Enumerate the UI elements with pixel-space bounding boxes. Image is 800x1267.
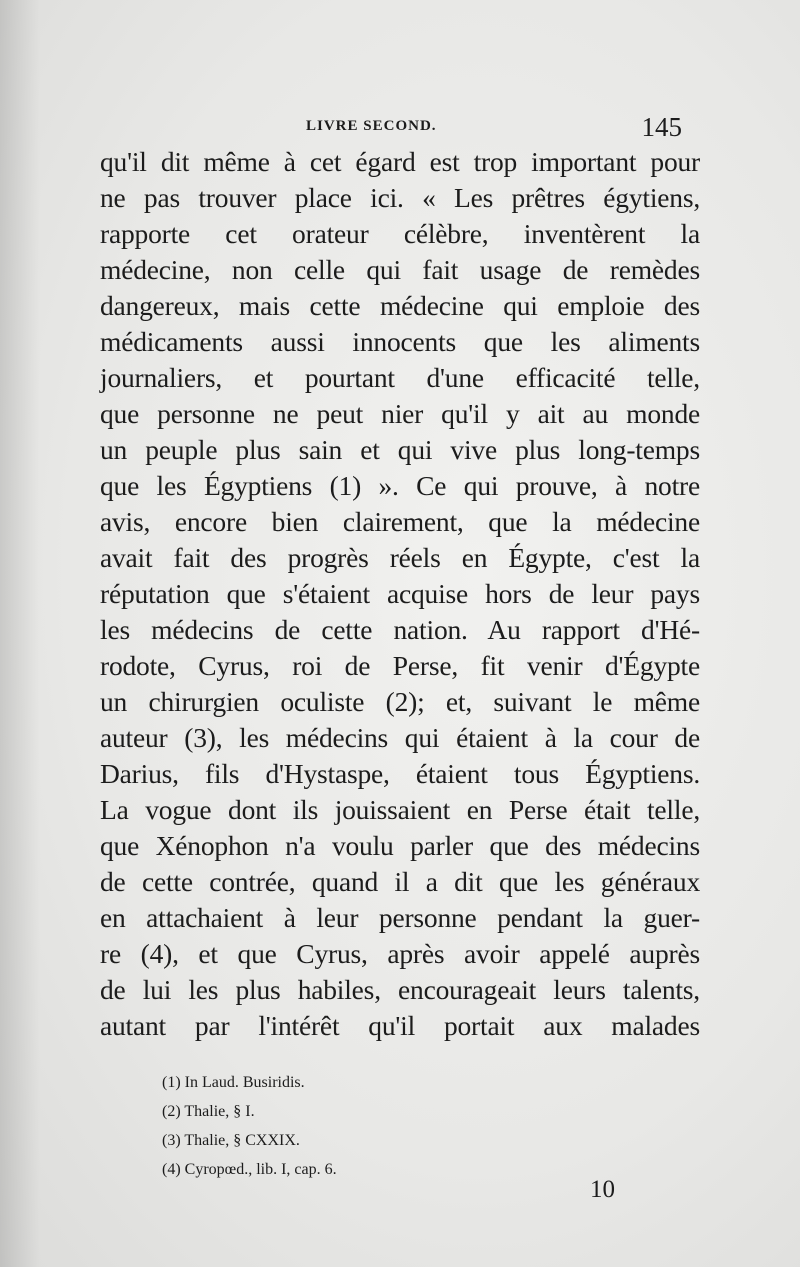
signature-mark: 10	[590, 1176, 615, 1203]
text-line: Darius, fils d'Hystaspe, étaient tous Égyptiens.	[100, 758, 700, 789]
text-line: rodote, Cyrus, roi de Perse, fit venir d'Égypte	[100, 650, 700, 681]
page-header	[100, 112, 684, 142]
text-line: avait fait des progrès réels en Égypte, c'est la	[100, 542, 700, 573]
text-line: que les Égyptiens (1) ». Ce qui prouve, à notre	[100, 470, 700, 501]
text-line: un chirurgien oculiste (2); et, suivant le même	[100, 686, 700, 717]
footnote: (1) In Laud. Busiridis.	[162, 1074, 305, 1091]
text-line: ne pas trouver place ici. « Les prêtres égytiens,	[100, 182, 700, 213]
text-line: avis, encore bien clairement, que la médecine	[100, 506, 700, 537]
text-line: autant par l'intérêt qu'il portait aux malades	[100, 1010, 700, 1041]
spine-shadow	[0, 0, 40, 1267]
text-line: que Xénophon n'a voulu parler que des médecins	[100, 830, 700, 861]
text-line: auteur (3), les médecins qui étaient à la cour de	[100, 722, 700, 753]
text-line: rapporte cet orateur célèbre, inventèrent la	[100, 218, 700, 249]
footnote: (3) Thalie, § CXXIX.	[162, 1132, 300, 1149]
text-line: qu'il dit même à cet égard est trop important pour	[100, 146, 700, 177]
text-line: de lui les plus habiles, encourageait leurs talents,	[100, 974, 700, 1005]
text-line: dangereux, mais cette médecine qui emploie des	[100, 290, 700, 321]
footnote: (2) Thalie, § I.	[162, 1103, 255, 1120]
text-line: re (4), et que Cyrus, après avoir appelé auprès	[100, 938, 700, 969]
text-line: un peuple plus sain et qui vive plus long-temps	[100, 434, 700, 465]
running-head: LIVRE SECOND.	[306, 118, 437, 134]
text-line: médecine, non celle qui fait usage de remèdes	[100, 254, 700, 285]
text-line: La vogue dont ils jouissaient en Perse était telle,	[100, 794, 700, 825]
text-line: réputation que s'étaient acquise hors de leur pays	[100, 578, 700, 609]
text-line: les médecins de cette nation. Au rapport d'Hé-	[100, 614, 700, 645]
footnotes	[162, 1068, 582, 1184]
text-line: que personne ne peut nier qu'il y ait au monde	[100, 398, 700, 429]
text-line: journaliers, et pourtant d'une efficacité telle,	[100, 362, 700, 393]
text-line: en attachaient à leur personne pendant la guer-	[100, 902, 700, 933]
footnote: (4) Cyropœd., lib. I, cap. 6.	[162, 1161, 337, 1178]
body-text	[100, 144, 700, 1044]
text-line: de cette contrée, quand il a dit que les généraux	[100, 866, 700, 897]
text-line: médicaments aussi innocents que les aliments	[100, 326, 700, 357]
page-number: 145	[641, 112, 682, 142]
